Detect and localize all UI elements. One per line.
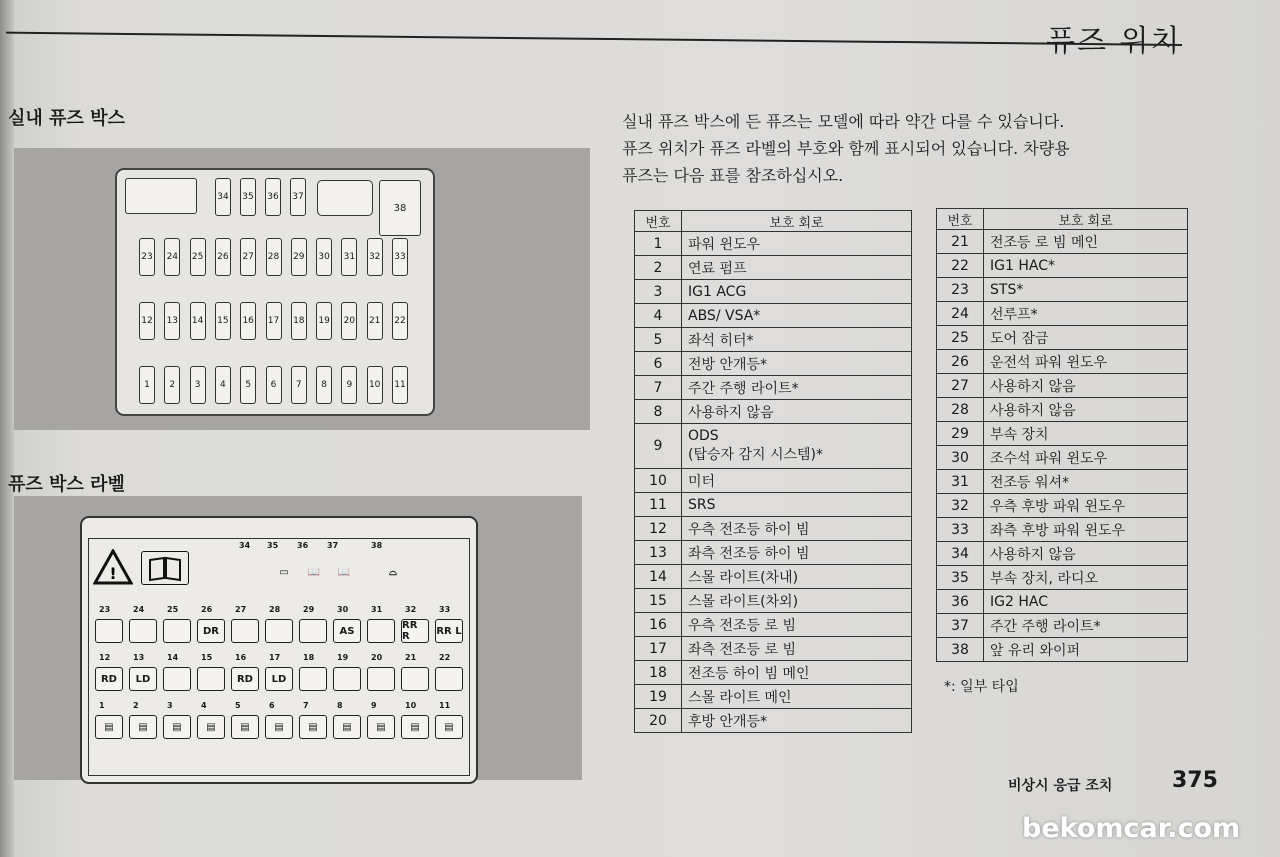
fuse-26: 26 [215,238,231,276]
table-row [635,661,912,685]
fuse-3: 3 [190,366,206,404]
table-row [937,302,1188,326]
fuse-circuit: 좌측 전조등 하이 빔 [682,541,912,565]
label-cell-15 [197,667,225,691]
fuse-33: 33 [392,238,408,276]
fuse-number: 25 [937,326,984,350]
fuse-circuit: 전조등 워셔* [984,470,1188,494]
fuse-number: 12 [635,517,682,541]
table-row [635,685,912,709]
fuse-number: 18 [635,661,682,685]
fuse-circuit: 좌측 후방 파워 윈도우 [984,518,1188,542]
table-row [635,424,912,469]
fuse-number: 30 [937,446,984,470]
fuse-table-1 [634,210,912,733]
book-icon: 📖 [307,566,321,578]
fuse-circuit: 앞 유리 와이퍼 [984,638,1188,662]
label-num-16: 16 [235,653,247,662]
label-num-38: 38 [371,541,383,550]
table-row [937,278,1188,302]
fuse-20: 20 [341,302,357,340]
fuse-circuit: 좌측 전조등 로 빔 [682,637,912,661]
label-num-29: 29 [303,605,315,614]
label-num-23: 23 [99,605,111,614]
fuse-29: 29 [291,238,307,276]
fuse-circuit: 선루프* [984,302,1188,326]
table-row [635,328,912,352]
fuse-2: 2 [164,366,180,404]
fuse-19: 19 [316,302,332,340]
fuse-32: 32 [367,238,383,276]
label-num-37: 37 [327,541,339,550]
label-num-15: 15 [201,653,213,662]
table-row [635,256,912,280]
label-num-31: 31 [371,605,383,614]
fuse-number: 10 [635,469,682,493]
fuse-circuit [682,424,912,469]
table-row [635,517,912,541]
fuse-7: 7 [291,366,307,404]
label-num-7: 7 [303,701,309,710]
label-num-26: 26 [201,605,213,614]
fuse-circuit: 우측 후방 파워 윈도우 [984,494,1188,518]
label-num-4: 4 [201,701,207,710]
fuse-24: 24 [164,238,180,276]
fuse-table-2 [936,208,1188,662]
label-cell-32: RR R [401,619,429,643]
label-cell-24 [129,619,157,643]
label-num-36: 36 [297,541,309,550]
table-row [937,614,1188,638]
label-grid [88,538,470,776]
label-cell-4: ▤ [197,715,225,739]
fuse-number: 21 [937,230,984,254]
fuse-circuit: 사용하지 않음 [984,398,1188,422]
label-num-8: 8 [337,701,343,710]
table-row [635,709,912,733]
horn-icon: ▭ [279,566,289,578]
fuse-number: 23 [937,278,984,302]
table-row [635,304,912,328]
footnote: *: 일부 타입 [944,679,1019,695]
fuse-16: 16 [240,302,256,340]
fuse-14: 14 [190,302,206,340]
fuse-17: 17 [266,302,282,340]
relay-center [317,180,373,216]
table-row [635,280,912,304]
circuit-subline: (탑승자 감지 시스템)* [688,447,824,463]
fuse-number: 2 [635,256,682,280]
label-num-28: 28 [269,605,281,614]
fuse-number: 3 [635,280,682,304]
fuse-number: 29 [937,422,984,446]
label-cell-20 [367,667,395,691]
label-num-12: 12 [99,653,111,662]
fuse-number: 20 [635,709,682,733]
fuse-number: 6 [635,352,682,376]
intro-line-1: 실내 퓨즈 박스에 든 퓨즈는 모델에 따라 약간 다를 수 있습니다. [622,112,1065,131]
warning-icon [93,549,133,585]
label-cell-13: LD [129,667,157,691]
relay-left [125,178,197,214]
fuse-number: 7 [635,376,682,400]
fuse-number: 11 [635,493,682,517]
fuse-number: 34 [937,542,984,566]
fuse-number: 4 [635,304,682,328]
label-num-11: 11 [439,701,451,710]
label-num-10: 10 [405,701,417,710]
label-num-24: 24 [133,605,145,614]
table-row [635,613,912,637]
table-row [635,376,912,400]
fuse-circuit: ABS/ VSA* [682,304,912,328]
fuse-circuit: 사용하지 않음 [984,374,1188,398]
fuse-number: 26 [937,350,984,374]
fuse-circuit: 우측 전조등 로 빔 [682,613,912,637]
label-cell-5: ▤ [231,715,259,739]
table-row [937,398,1188,422]
table-row [937,350,1188,374]
fuse-number: 32 [937,494,984,518]
fuse-15: 15 [215,302,231,340]
label-num-25: 25 [167,605,179,614]
fuse-number: 8 [635,400,682,424]
fuse-36: 36 [265,178,281,216]
label-cell-18 [299,667,327,691]
fuse-34: 34 [215,178,231,216]
fuse-number: 22 [937,254,984,278]
fuse-circuit: 미터 [682,469,912,493]
label-cell-14 [163,667,191,691]
label-cell-30: AS [333,619,361,643]
fuse-circuit: 도어 잠금 [984,326,1188,350]
fuse-31: 31 [341,238,357,276]
table-row [635,400,912,424]
manual-book-icon [141,551,189,585]
fuse-circuit: IG1 HAC* [984,254,1188,278]
label-cell-33: RR L [435,619,463,643]
label-cell-22 [435,667,463,691]
label-cell-26: DR [197,619,225,643]
wiper-icon: ⌓ [389,566,397,578]
fuse-circuit: 스몰 라이트 메인 [682,685,912,709]
fuse-number: 9 [635,424,682,469]
label-cell-1: ▤ [95,715,123,739]
fuse-10: 10 [367,366,383,404]
table-row [635,469,912,493]
fuse-18: 18 [291,302,307,340]
circuit-line: ODS [688,428,719,444]
label-cell-28 [265,619,293,643]
fuse-number: 14 [635,565,682,589]
fuse-23: 23 [139,238,155,276]
label-num-27: 27 [235,605,247,614]
label-cell-10: ▤ [401,715,429,739]
table-row [937,374,1188,398]
label-cell-12: RD [95,667,123,691]
table-row [635,541,912,565]
table-row [635,493,912,517]
intro-line-3: 퓨즈는 다음 표를 참조하십시오. [622,166,844,185]
fuse-5: 5 [240,366,256,404]
fuse-number: 17 [635,637,682,661]
label-cell-25 [163,619,191,643]
label-num-13: 13 [133,653,145,662]
fuse-11: 11 [392,366,408,404]
svg-text:!: ! [109,564,117,583]
table-row [937,542,1188,566]
fuse-1: 1 [139,366,155,404]
fuse-35: 35 [240,178,256,216]
fuse-number: 1 [635,232,682,256]
fuse-8: 8 [316,366,332,404]
fuse-circuit: 부속 장치 [984,422,1188,446]
fuse-21: 21 [367,302,383,340]
watermark: bekomcar.com [1022,813,1241,844]
fuse-number: 24 [937,302,984,326]
table-row [635,352,912,376]
fuse-number: 16 [635,613,682,637]
label-num-2: 2 [133,701,139,710]
table-row [635,589,912,613]
col-num: 번호 [937,209,984,230]
label-cell-11: ▤ [435,715,463,739]
label-num-34: 34 [239,541,251,550]
fuse-circuit: 전방 안개등* [682,352,912,376]
fuse-30: 30 [316,238,332,276]
fuse-circuit: 주간 주행 라이트* [682,376,912,400]
fuse-circuit: STS* [984,278,1188,302]
title-rule [6,32,1182,46]
fuse-9: 9 [341,366,357,404]
fuse-number: 31 [937,470,984,494]
relay-38: 38 [379,180,421,236]
label-num-35: 35 [267,541,279,550]
fuse-circuit: 사용하지 않음 [682,400,912,424]
fuse-6: 6 [266,366,282,404]
table-row [937,638,1188,662]
table-row [937,230,1188,254]
fuse-circuit: 스몰 라이트(차외) [682,589,912,613]
fuse-25: 25 [190,238,206,276]
label-num-1: 1 [99,701,105,710]
label-cell-3: ▤ [163,715,191,739]
label-num-32: 32 [405,605,417,614]
fuse-circuit: 운전석 파워 윈도우 [984,350,1188,374]
label-cell-8: ▤ [333,715,361,739]
table-row [635,232,912,256]
table-row [635,637,912,661]
fuse-12: 12 [139,302,155,340]
table-row [937,446,1188,470]
label-num-30: 30 [337,605,349,614]
fuse-number: 38 [937,638,984,662]
table-row [937,470,1188,494]
interior-fuse-box-diagram [115,168,435,416]
book-icon: 📖 [337,566,351,578]
label-cell-27 [231,619,259,643]
fuse-13: 13 [164,302,180,340]
table-row [937,590,1188,614]
label-num-19: 19 [337,653,349,662]
fuse-circuit: 스몰 라이트(차내) [682,565,912,589]
table-row [635,565,912,589]
fuse-number: 15 [635,589,682,613]
fuse-number: 36 [937,590,984,614]
table-row [937,422,1188,446]
label-num-14: 14 [167,653,179,662]
fuse-number: 28 [937,398,984,422]
label-cell-2: ▤ [129,715,157,739]
intro-line-2: 퓨즈 위치가 퓨즈 라벨의 부호와 함께 표시되어 있습니다. 차량용 [622,139,1070,158]
label-cell-29 [299,619,327,643]
label-cell-19 [333,667,361,691]
label-num-9: 9 [371,701,377,710]
label-cell-21 [401,667,429,691]
fuse-circuit: 사용하지 않음 [984,542,1188,566]
fuse-number: 37 [937,614,984,638]
fuse-circuit: 좌석 히터* [682,328,912,352]
fuse-circuit: 전조등 하이 빔 메인 [682,661,912,685]
fuse-28: 28 [266,238,282,276]
section-interior-fuse-box: 실내 퓨즈 박스 [8,108,125,129]
fuse-number: 33 [937,518,984,542]
fuse-circuit: IG1 ACG [682,280,912,304]
label-cell-16: RD [231,667,259,691]
label-cell-31 [367,619,395,643]
label-num-20: 20 [371,653,383,662]
table-row [937,326,1188,350]
fuse-circuit: 우측 전조등 하이 빔 [682,517,912,541]
fuse-circuit: 조수석 파워 윈도우 [984,446,1188,470]
table-row [937,254,1188,278]
fuse-number: 19 [635,685,682,709]
fuse-number: 27 [937,374,984,398]
fuse-box-label-diagram [80,516,478,784]
label-num-22: 22 [439,653,451,662]
label-num-17: 17 [269,653,281,662]
label-num-3: 3 [167,701,173,710]
fuse-circuit: 부속 장치, 라디오 [984,566,1188,590]
fuse-circuit: 전조등 로 빔 메인 [984,230,1188,254]
label-cell-7: ▤ [299,715,327,739]
fuse-27: 27 [240,238,256,276]
label-cell-9: ▤ [367,715,395,739]
label-num-33: 33 [439,605,451,614]
label-num-6: 6 [269,701,275,710]
fuse-number: 35 [937,566,984,590]
col-num: 번호 [635,211,682,232]
fuse-circuit: IG2 HAC [984,590,1188,614]
fuse-circuit: 후방 안개등* [682,709,912,733]
label-cell-6: ▤ [265,715,293,739]
table-row [937,566,1188,590]
fuse-4: 4 [215,366,231,404]
section-fuse-box-label: 퓨즈 박스 라벨 [8,474,125,495]
fuse-37: 37 [290,178,306,216]
footer-section-title: 비상시 응급 조치 [1008,778,1113,794]
page-title: 퓨즈 위치 [1046,24,1182,59]
col-circuit: 보호 회로 [682,211,912,232]
col-circuit: 보호 회로 [984,209,1188,230]
label-num-18: 18 [303,653,315,662]
table-row [937,518,1188,542]
label-num-21: 21 [405,653,417,662]
label-cell-17: LD [265,667,293,691]
fuse-circuit: 연료 펌프 [682,256,912,280]
table-row [937,494,1188,518]
page-number: 375 [1172,768,1218,793]
label-cell-23 [95,619,123,643]
fuse-circuit: 주간 주행 라이트* [984,614,1188,638]
fuse-22: 22 [392,302,408,340]
intro-paragraph [622,108,1202,189]
fuse-number: 5 [635,328,682,352]
fuse-circuit: 파워 윈도우 [682,232,912,256]
fuse-number: 13 [635,541,682,565]
label-num-5: 5 [235,701,241,710]
fuse-circuit: SRS [682,493,912,517]
